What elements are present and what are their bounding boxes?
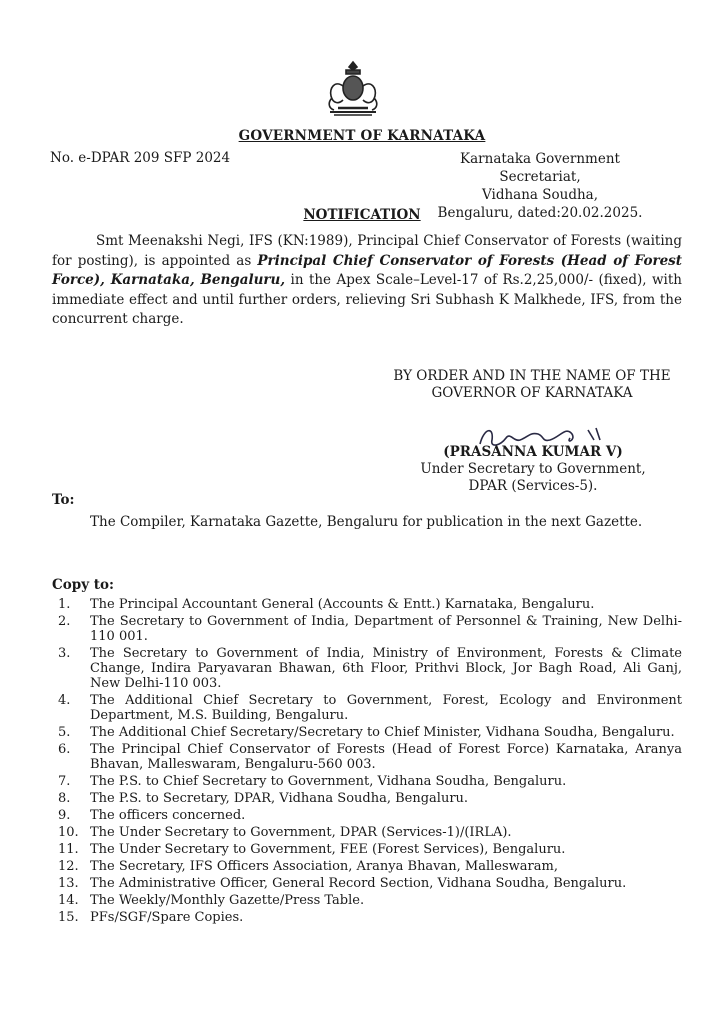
address-line: Karnataka Government Secretariat, <box>460 151 620 185</box>
copy-to-label: Copy to: <box>52 577 114 593</box>
list-item <box>52 742 682 772</box>
list-item <box>52 842 682 857</box>
officer-department: DPAR (Services-5). <box>468 478 598 494</box>
list-item <box>52 893 682 908</box>
appointed-post: Principal Chief Conservator of Forests (Head of Forest Force), Karnataka, Bengaluru, <box>52 252 682 288</box>
list-item <box>52 725 682 740</box>
list-item-number: 11. <box>58 842 79 857</box>
notification-body <box>52 232 682 330</box>
order-line: GOVERNOR OF KARNATAKA <box>431 385 633 401</box>
list-item-text: The Under Secretary to Government, FEE (Forest Services), Bengaluru. <box>90 842 566 857</box>
file-number: No. e-DPAR 209 SFP 2024 <box>50 150 231 166</box>
list-item-number: 6. <box>58 742 71 757</box>
list-item-number: 15. <box>58 910 79 925</box>
list-item <box>52 791 682 806</box>
addressee-text: The Compiler, Karnataka Gazette, Bengaluru for publication in the next Gazette. <box>90 514 643 530</box>
list-item-text: PFs/SGF/Spare Copies. <box>90 910 244 925</box>
list-item <box>52 859 682 874</box>
list-item-text: The Secretary to Government of India, Ministry of Environment, Forests & Climate Change, Indira Paryavaran Bhawan, 6th Floor, Prithvi Block, Jor Bagh Road, Ali Ganj, New Delhi-110 003. <box>90 646 682 691</box>
list-item-number: 3. <box>58 646 71 661</box>
order-statement <box>382 368 682 402</box>
list-item-text: The Secretary, IFS Officers Association, Aranya Bhavan, Malleswaram, <box>90 859 558 874</box>
list-item <box>52 910 682 925</box>
list-item <box>52 646 682 691</box>
list-item <box>52 774 682 789</box>
list-item-number: 12. <box>58 859 79 874</box>
list-item-text: The P.S. to Chief Secretary to Government, Vidhana Soudha, Bengaluru. <box>90 774 567 789</box>
officer-name: (PRASANNA KUMAR V) <box>443 444 623 460</box>
to-label: To: <box>52 492 75 508</box>
list-item-text: The Under Secretary to Government, DPAR (Services-1)/(IRLA). <box>90 825 512 840</box>
list-item-text: The Additional Chief Secretary/Secretary to Chief Minister, Vidhana Soudha, Bengaluru. <box>90 725 675 740</box>
list-item-number: 4. <box>58 693 71 708</box>
address-line: Vidhana Soudha, <box>482 187 598 203</box>
list-item-number: 8. <box>58 791 71 806</box>
list-item-text: The Administrative Officer, General Record Section, Vidhana Soudha, Bengaluru. <box>90 876 627 891</box>
list-item-number: 13. <box>58 876 79 891</box>
list-item-number: 1. <box>58 597 71 612</box>
list-item-text: The Principal Chief Conservator of Forests (Head of Forest Force) Karnataka, Aranya Bhavan, Malleswaram, Bengaluru-560 003. <box>90 742 682 772</box>
list-item-text: The P.S. to Secretary, DPAR, Vidhana Soudha, Bengaluru. <box>90 791 469 806</box>
body-text: Smt Meenakshi Negi, IFS (KN:1989), Principal Chief Conservator of Forests (waiting for posting), is appointed as <box>52 233 682 269</box>
list-item <box>52 597 682 612</box>
list-item-number: 5. <box>58 725 71 740</box>
list-item-number: 7. <box>58 774 71 789</box>
copy-to-list <box>52 597 682 927</box>
list-item-number: 10. <box>58 825 79 840</box>
list-item-number: 14. <box>58 893 79 908</box>
list-item-text: The Secretary to Government of India, Department of Personnel & Training, New Delhi-110 001. <box>90 614 682 644</box>
list-item-number: 9. <box>58 808 71 823</box>
notification-title: NOTIFICATION <box>303 207 421 223</box>
list-item-text: The officers concerned. <box>90 808 246 823</box>
list-item-text: The Principal Accountant General (Accounts & Entt.) Karnataka, Bengaluru. <box>90 597 595 612</box>
government-title: GOVERNMENT OF KARNATAKA <box>238 128 486 144</box>
karnataka-emblem-icon <box>320 58 386 120</box>
order-line: BY ORDER AND IN THE NAME OF THE <box>393 368 671 384</box>
list-item <box>52 808 682 823</box>
list-item-number: 2. <box>58 614 71 629</box>
list-item <box>52 825 682 840</box>
signing-officer <box>408 444 658 495</box>
list-item-text: The Additional Chief Secretary to Government, Forest, Ecology and Environment Department, M.S. Building, Bengaluru. <box>90 693 682 723</box>
list-item <box>52 876 682 891</box>
body-text: in the Apex Scale–Level-17 of Rs.2,25,000/- (fixed), with immediate effect and until further orders, relieving Sri Subhash K Malkhede, IFS, from the concurrent charge. <box>52 272 682 327</box>
list-item-text: The Weekly/Monthly Gazette/Press Table. <box>90 893 365 908</box>
list-item <box>52 693 682 723</box>
officer-designation: Under Secretary to Government, <box>420 461 646 477</box>
date-line: Bengaluru, dated:20.02.2025. <box>437 205 643 221</box>
list-item <box>52 614 682 644</box>
